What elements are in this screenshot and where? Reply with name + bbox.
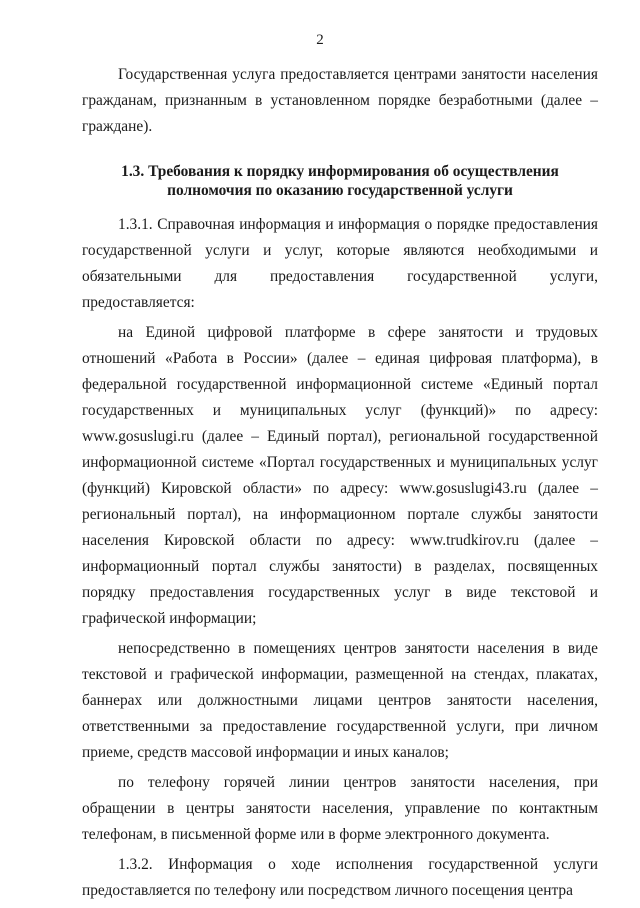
paragraph-1-3-1: 1.3.1. Справочная информация и информация о порядке предоставления государственной услуги и услуг, которые являются необходимыми и обязательными для предоставления государственной услуги, предоставляется:	[82, 216, 598, 311]
section-heading-line-2: полномочия по оказанию государственной услуги	[167, 182, 513, 199]
section-heading-line-1: 1.3. Требования к порядку информирования об осуществления	[121, 163, 559, 180]
paragraph-phone: по телефону горячей линии центров занятости населения, при обращении в центры занятости населения, управление по контактным телефонам, в письменной форме или в форме электронного документа.	[82, 774, 598, 843]
intro-paragraph: Государственная услуга предоставляется центрами занятости населения гражданам, признанным в установленном порядке безработными (далее – граждане).	[82, 66, 598, 135]
document-body	[82, 62, 598, 908]
paragraph-premises: непосредственно в помещениях центров занятости населения в виде текстовой и графической информации, размещенной на стендах, плакатах, баннерах или должностными лицами центров занятости населения, ответственными за предоставление государственной услуги, при личном приеме, средств массовой информации и иных каналов;	[82, 640, 598, 761]
page-number: 2	[316, 32, 324, 48]
section-heading	[82, 162, 598, 200]
paragraph-platform: на Единой цифровой платформе в сфере занятости и трудовых отношений «Работа в России» (далее – единая цифровая платформа), в федеральной государственной информационной системе «Единый портал государственных и муниципальных услуг (функций)» по адресу: www.gosuslugi.ru (далее – Единый портал), региональной государственной информационной системе «Портал государственных и муниципальных услуг (функций) Кировской области» по адресу: www.gosuslugi43.ru (далее – региональный портал), на информационном портале службы занятости населения Кировской области по адресу: www.trudkirov.ru (далее – информационный портал службы занятости) в разделах, посвященных порядку предоставления государственных услуг в виде текстовой и графической информации;	[82, 324, 598, 627]
paragraph-1-3-2: 1.3.2. Информация о ходе исполнения государственной услуги предоставляется по телефону или посредством личного посещения центра	[82, 856, 598, 899]
